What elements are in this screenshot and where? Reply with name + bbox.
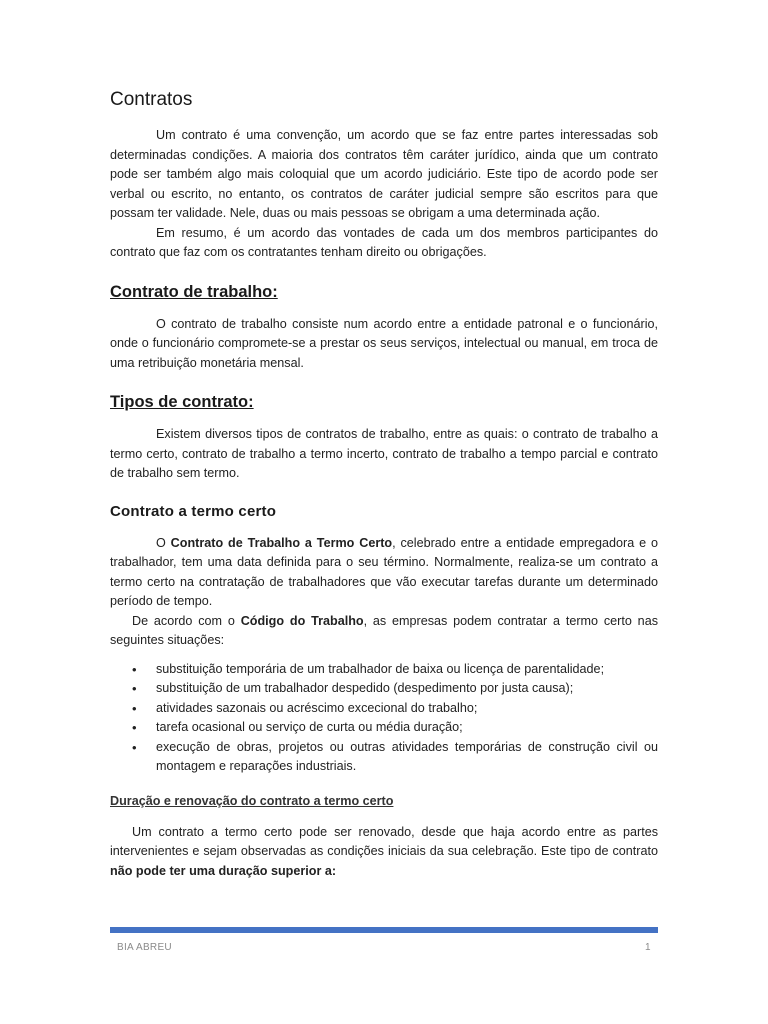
termo-certo-p2-bold: Código do Trabalho xyxy=(240,613,364,628)
bullet-icon: • xyxy=(132,681,137,696)
termo-certo-p1-bold: Contrato de Trabalho a Termo Certo xyxy=(170,535,393,550)
bullet-icon: • xyxy=(132,700,137,716)
situations-list xyxy=(110,660,658,777)
list-item-text: substituição temporária de um trabalhador de baixa ou licença de parentalidade; xyxy=(156,661,605,676)
duracao-p1-pre: Um contrato a termo certo pode ser renovado, desde que haja acordo entre as partes intervenientes e sejam observadas as condições iniciais da sua celebração. Este tipo de contrato xyxy=(110,824,658,858)
intro-paragraph-2: Em resumo, é um acordo das vontades de cada um dos membros participantes do contrato que faz com os contratantes tenham direito ou obrigações. xyxy=(110,225,658,259)
bullet-icon: • xyxy=(132,720,137,735)
section-heading-trabalho: Contrato de trabalho: xyxy=(110,282,278,301)
list-item xyxy=(110,660,658,680)
bullet-icon: • xyxy=(132,739,137,755)
intro-paragraph-1: Um contrato é uma convenção, um acordo que se faz entre partes interessadas sob determinadas condições. A maioria dos contratos têm caráter jurídico, ainda que um contrato pode ser também algo mais coloquial que um acordo judiciário. Este tipo de acordo pode ser verbal ou escrito, no entanto, os contratos de caráter judicial sempre são escritos para que possam ter validade. Nele, duas ou mais pessoas se obrigam a uma determinada ação. xyxy=(110,128,658,220)
duracao-paragraph xyxy=(110,823,658,882)
list-item xyxy=(110,718,658,738)
termo-certo-p1-pre: O xyxy=(156,535,171,550)
termo-certo-paragraph-1 xyxy=(110,534,658,612)
footer-author: BIA ABREU xyxy=(117,942,172,953)
footer-accent-bar xyxy=(110,927,658,933)
termo-certo-p2-pre: De acordo com o xyxy=(132,613,241,628)
list-item-text: atividades sazonais ou acréscimo excecional do trabalho; xyxy=(156,700,478,715)
list-item-text: tarefa ocasional ou serviço de curta ou média duração; xyxy=(156,720,463,734)
trabalho-paragraph: O contrato de trabalho consiste num acordo entre a entidade patronal e o funcionário, onde o funcionário compromete-se a prestar os seus serviços, intelectual ou manual, em troca de uma retribuição monetária mensal. xyxy=(110,316,658,370)
termo-certo-paragraph-2 xyxy=(110,612,658,651)
list-item xyxy=(110,699,658,719)
list-item xyxy=(110,738,658,777)
list-item-text: execução de obras, projetos ou outras atividades temporárias de construção civil ou montagem e reparações industriais. xyxy=(156,739,658,773)
section-heading-tipos: Tipos de contrato: xyxy=(110,393,254,411)
bullet-icon: • xyxy=(132,661,137,677)
tipos-paragraph: Existem diversos tipos de contratos de trabalho, entre as quais: o contrato de trabalho a termo certo, contrato de trabalho a termo incerto, contrato de trabalho a tempo parcial e contrato de trabalho sem termo. xyxy=(110,427,658,480)
document-page xyxy=(110,88,658,881)
termo-certo-p2-post: , as empresas podem contratar a termo certo nas seguintes situações: xyxy=(110,613,658,647)
footer-page-number: 1 xyxy=(645,942,651,953)
section-heading-termo-certo: Contrato a termo certo xyxy=(110,502,277,520)
section-heading-duracao: Duração e renovação do contrato a termo certo xyxy=(110,793,394,808)
termo-certo-p1-post: , celebrado entre a entidade empregadora e o trabalhador, tem uma data definida para o seu término. Normalmente, realiza-se um contrato a termo certo na contratação de trabalhadores que vão executar tarefas durante um determinado período de tempo. xyxy=(110,535,658,608)
duracao-p1-bold: não pode ter uma duração superior a: xyxy=(110,863,337,878)
list-item-text: substituição de um trabalhador despedido (despedimento por justa causa); xyxy=(156,681,574,695)
document-title: Contratos xyxy=(110,89,193,110)
list-item xyxy=(110,679,658,699)
